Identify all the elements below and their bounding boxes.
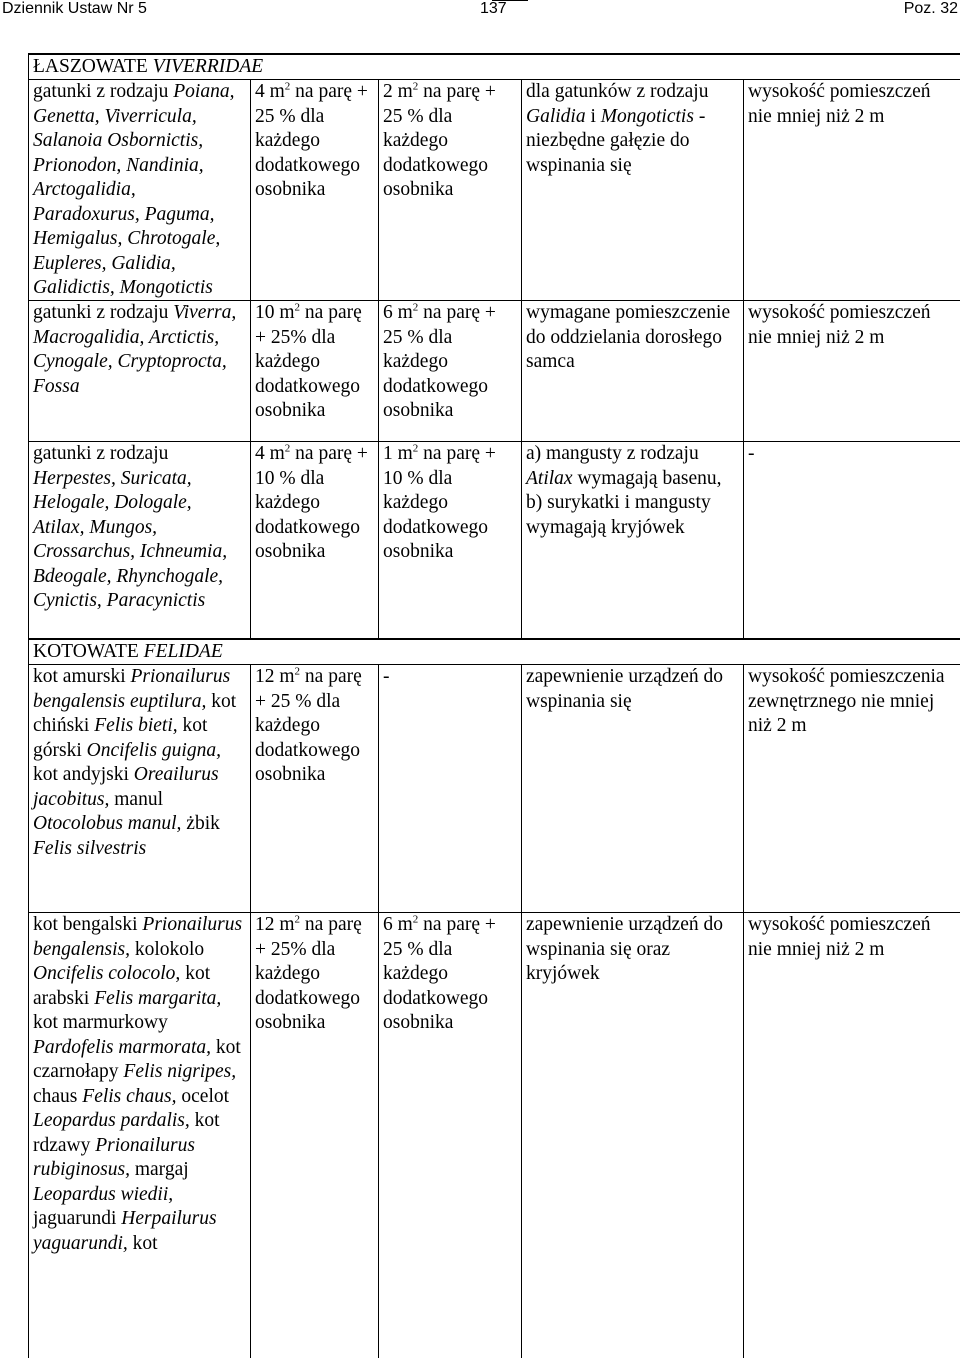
- plain-text: wymagane pomieszczenie do oddzielania dorosłego samca: [526, 302, 731, 372]
- area-value: 1 m: [383, 443, 413, 464]
- latin-name-text: Oncifelis guigna,: [86, 739, 221, 761]
- table-row: [28, 79, 960, 300]
- height-cell: [744, 80, 960, 300]
- section-header-felidae: [28, 638, 960, 664]
- notes-cell: [522, 80, 744, 300]
- species-cell: [28, 665, 251, 912]
- plain-text: dla gatunków z rodzaju: [526, 81, 709, 102]
- area-value: 4 m: [255, 443, 285, 464]
- area-rule: na parę + 25 % dla każdego dodatkowego osobnika: [255, 81, 368, 200]
- area-value: 6 m: [383, 914, 413, 935]
- plain-text: gatunki z rodzaju: [33, 302, 169, 323]
- plain-text: żbik: [186, 813, 220, 834]
- area-rule: na parę + 10 % dla każdego dodatkowego osobnika: [255, 443, 368, 562]
- plain-text: kot: [132, 1232, 158, 1254]
- latin-name-text: Felis bieti,: [94, 715, 178, 736]
- notes-cell: [522, 665, 744, 912]
- table-row: [28, 912, 960, 1358]
- height-text: -: [748, 443, 755, 464]
- species-cell: [28, 442, 251, 638]
- dash-right: [492, 0, 528, 1]
- section-latin: FELIDAE: [143, 641, 223, 662]
- area-cell: [251, 913, 379, 1358]
- latin-name-text: Atilax: [526, 467, 573, 489]
- area-rule: na parę + 25 % dla każdego dodatkowego osobnika: [383, 81, 496, 200]
- area-exponent: 2: [412, 301, 419, 314]
- area-value: 4 m: [255, 81, 285, 102]
- outdoor-area-cell: [379, 913, 522, 1358]
- section-header-viverridae: [28, 53, 960, 79]
- notes-cell: [522, 301, 744, 441]
- area-value: 12 m: [255, 914, 295, 935]
- latin-name-text: Oncifelis colocolo,: [33, 963, 181, 984]
- outdoor-area-cell: [379, 80, 522, 300]
- plain-text: kot amurski: [33, 666, 126, 687]
- plain-text: kot arabski: [33, 963, 211, 1009]
- area-value: 12 m: [255, 666, 295, 687]
- plain-text: chaus: [33, 1085, 78, 1107]
- page-number: 137: [480, 0, 507, 17]
- table-row: [28, 441, 960, 638]
- latin-name-text: Viverra, Macrogalidia, Arctictis, Cynogale, Cryptoprocta, Fossa: [33, 302, 237, 397]
- species-cell: [28, 301, 251, 441]
- area-exponent: 2: [412, 442, 419, 455]
- plain-text: kot marmurkowy: [33, 1012, 168, 1033]
- latin-name-text: Felis nigripes,: [123, 1061, 237, 1082]
- latin-name-text: Herpestes, Suricata, Helogale, Dologale, Atilax, Mungos, Crossarchus, Ichneumia, Bdeogale, Rhynchogale, Cynictis, Paracynictis: [33, 467, 228, 611]
- section-title: ŁASZOWATE: [33, 56, 148, 77]
- latin-name-text: Prionailurus bengalensis,: [33, 914, 243, 960]
- area-exponent: 2: [294, 913, 301, 926]
- area-rule: na parę + 25 % dla każdego dodatkowego osobnika: [255, 666, 362, 785]
- area-rule: na parę + 25% dla każdego dodatkowego osobnika: [255, 914, 362, 1033]
- latin-name-text: Otocolobus manul,: [33, 813, 182, 834]
- latin-name-text: Felis silvestris: [33, 837, 147, 859]
- latin-name-text: Prionailurus bengalensis euptilura,: [33, 666, 231, 712]
- latin-name-text: Galidia: [526, 105, 586, 127]
- latin-name-text: Pardofelis marmorata,: [33, 1036, 212, 1058]
- outdoor-area-cell: [379, 442, 522, 638]
- plain-text: kot rdzawy: [33, 1110, 220, 1156]
- section-latin: VIVERRIDAE: [152, 56, 264, 77]
- latin-name-text: Poiana, Genetta, Viverricula, Salanoia Osbornictis, Prionodon, Nandinia, Arctogalidia, Paradoxurus, Paguma, Hemigalus, Chrotogale, Eupleres, Galidia, Galidictis, Mongotictis: [33, 81, 235, 298]
- area-exponent: 2: [412, 913, 419, 926]
- plain-text: gatunki z rodzaju: [33, 81, 169, 102]
- area-cell: [251, 301, 379, 441]
- area-exponent: 2: [284, 80, 291, 93]
- area-value: 10 m: [255, 302, 295, 323]
- species-cell: [28, 80, 251, 300]
- plain-text: zapewnienie urządzeń do wspinania się: [526, 666, 724, 712]
- area-value: 6 m: [383, 302, 413, 323]
- height-text: wysokość pomieszczenia zewnętrznego nie mniej niż 2 m: [748, 666, 945, 736]
- table-row: [28, 300, 960, 441]
- latin-name-text: Leopardus pardalis,: [33, 1110, 190, 1131]
- plain-text: margaj: [134, 1159, 189, 1180]
- plain-text: gatunki z rodzaju: [33, 443, 169, 464]
- latin-name-text: Prionailurus rubiginosus,: [33, 1134, 195, 1180]
- area-exponent: 2: [294, 665, 301, 678]
- table-row: [28, 664, 960, 912]
- height-cell: [744, 665, 960, 912]
- requirements-table: [28, 53, 960, 1358]
- latin-name-text: Leopardus wiedii,: [33, 1183, 174, 1205]
- plain-text: kot andyjski: [33, 764, 129, 785]
- plain-text: i: [590, 105, 596, 127]
- notes-cell: [522, 913, 744, 1358]
- plain-text: kolokolo: [134, 938, 205, 960]
- plain-text: wymagają basenu, b) surykatki i mangusty wymagają kryjówek: [526, 467, 722, 538]
- latin-name-text: Felis margarita,: [94, 987, 222, 1009]
- plain-text: jaguarundi: [33, 1208, 117, 1229]
- species-cell: [28, 913, 251, 1358]
- area-value: -: [383, 666, 390, 687]
- position-number: Poz. 32: [903, 0, 958, 17]
- notes-cell: [522, 442, 744, 638]
- plain-text: kot czarnołapy: [33, 1036, 241, 1082]
- area-exponent: 2: [412, 80, 419, 93]
- area-rule: na parę + 25 % dla każdego dodatkowego osobnika: [383, 914, 496, 1033]
- latin-name-text: Mongotictis: [600, 105, 694, 127]
- area-rule: na parę + 25 % dla każdego dodatkowego osobnika: [383, 302, 496, 421]
- plain-text: manul: [114, 788, 163, 810]
- plain-text: zapewnienie urządzeń do wspinania się oraz kryjówek: [526, 914, 724, 984]
- plain-text: kot górski: [33, 715, 208, 761]
- area-rule: na parę + 25% dla każdego dodatkowego osobnika: [255, 302, 362, 421]
- plain-text: kot bengalski: [33, 914, 138, 935]
- height-text: wysokość pomieszczeń nie mniej niż 2 m: [748, 302, 931, 348]
- height-cell: [744, 301, 960, 441]
- plain-text: - niezbędne gałęzie do wspinania się: [526, 105, 706, 176]
- area-cell: [251, 80, 379, 300]
- area-value: 2 m: [383, 81, 413, 102]
- journal-title: Dziennik Ustaw Nr 5: [2, 0, 147, 17]
- outdoor-area-cell: [379, 665, 522, 912]
- area-exponent: 2: [294, 301, 301, 314]
- plain-text: ocelot: [181, 1085, 230, 1107]
- height-cell: [744, 442, 960, 638]
- section-title: KOTOWATE: [33, 641, 139, 662]
- plain-text: kot chiński: [33, 690, 237, 736]
- plain-text: a) mangusty z rodzaju: [526, 443, 699, 464]
- area-cell: [251, 442, 379, 638]
- latin-name-text: Felis chaus,: [82, 1085, 177, 1107]
- page-header: [0, 0, 960, 22]
- height-text: wysokość pomieszczeń nie mniej niż 2 m: [748, 914, 931, 960]
- latin-name-text: Herpailurus yaguarundi,: [33, 1208, 217, 1254]
- outdoor-area-cell: [379, 301, 522, 441]
- area-rule: na parę + 10 % dla każdego dodatkowego osobnika: [383, 443, 496, 562]
- height-cell: [744, 913, 960, 1358]
- area-exponent: 2: [284, 442, 291, 455]
- area-cell: [251, 665, 379, 912]
- height-text: wysokość pomieszczeń nie mniej niż 2 m: [748, 81, 931, 127]
- latin-name-text: Oreailurus jacobitus,: [33, 764, 219, 810]
